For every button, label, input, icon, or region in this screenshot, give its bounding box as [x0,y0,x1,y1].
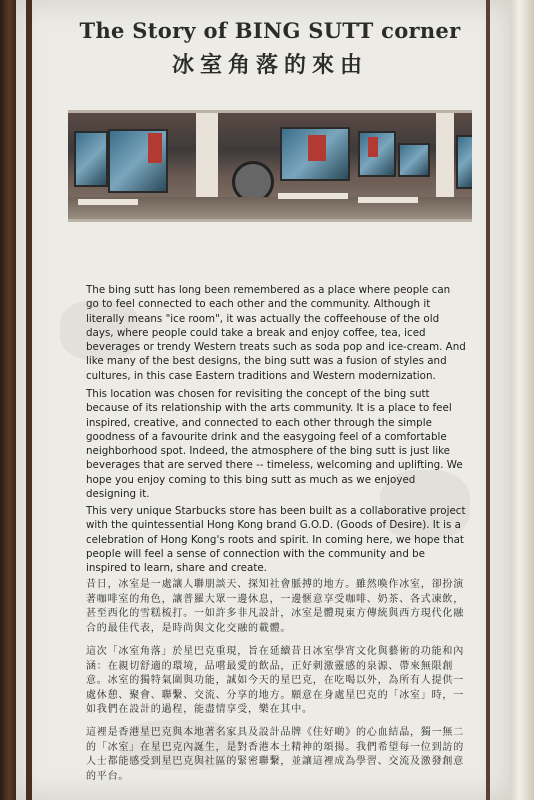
wooden-wall [0,0,16,800]
story-paragraph-zh-1: 昔日，冰室是一處讓人聯朋談天、探知社會脈搏的地方。雖然喚作冰室，卻扮演著咖啡室的角色，讓普羅大眾一邊休息，一邊愜意享受咖啡、奶茶、各式凍飲，甚至西化的雪糕梳打。一如許多非凡設計，冰室是體現東方傳統與西方現代化融合的最佳代表，是時尚與文化交融的載體。 [86,579,464,634]
story-paragraph-zh-3: 這裡是香港星巴克與本地著名家具及設計品牌《住好啲》的心血結晶，獨一無二的「冰室」在星巴克內誕生，是對香港本土精神的頌揚。我們希望每一位到訪的人士都能感受到星巴克與社區的緊密聯繫，並讓這裡成為學習、交流及激發創意的平台。 [86,727,464,782]
cafe-interior-photo [68,110,472,222]
board-left-border [26,0,32,800]
board-right-border [486,0,490,800]
side-wall [510,0,534,800]
title-english: The Story of BING SUTT corner [79,18,461,43]
story-paragraph-1: The bing sutt has long been remembered as a place where people can go to feel connected to each other and the community. Although it literally means "ice room", it was actually the coffeehouse of the old days, where people could take a break and enjoy coffee, tea, iced beverages or trendy Western treats such as soda pop and ice-cream. And like many of the best designs, the bing sutt was a fusion of styles and cultures, in this case Eastern traditions and Western modernization. [86,284,466,382]
story-paragraph-2: This location was chosen for revisiting the concept of the bing sutt because of its relationship with the arts community. It is a place to feel inspired, creative, and connected to each other through the simple goodness of a favourite drink and the easygoing feel of a comfortable neighborhood spot. Indeed, the atmosphere of the bing sutt is just like beverages that are served there -- timeless, welcoming and uplifting. We hope you enjoy coming to this bing sutt as much as we enjoyed designing it. [86,388,463,501]
title-chinese: 冰室角落的來由 [171,52,368,78]
story-paragraph-zh-2: 這次「冰室角落」於星巴克重現，旨在延續昔日冰室學宵文化與藝術的功能和內涵：在親切舒適的環境，品嚐最愛的飲品，正好刺激靈感的泉源、帶來無限創意。冰室的獨特氣圍與功能，誠如今天的星巴克，在吃喝以外，為所有人提供一處休憩、聚會、聯繫、交流、分享的地方。願意在身處星巴克的「冰室」時，一如我們在設計的過程，能盡情享受，樂在其中。 [86,646,464,715]
story-paragraph-3: This very unique Starbucks store has been built as a collaborative project with the quintessential Hong Kong brand G.O.D. (Goods of Desire). It is a celebration of Hong Kong's roots and spirit. In coming here, we hope that people will feel a sense of connection with the community and be inspired to learn, share and create. [86,505,466,575]
